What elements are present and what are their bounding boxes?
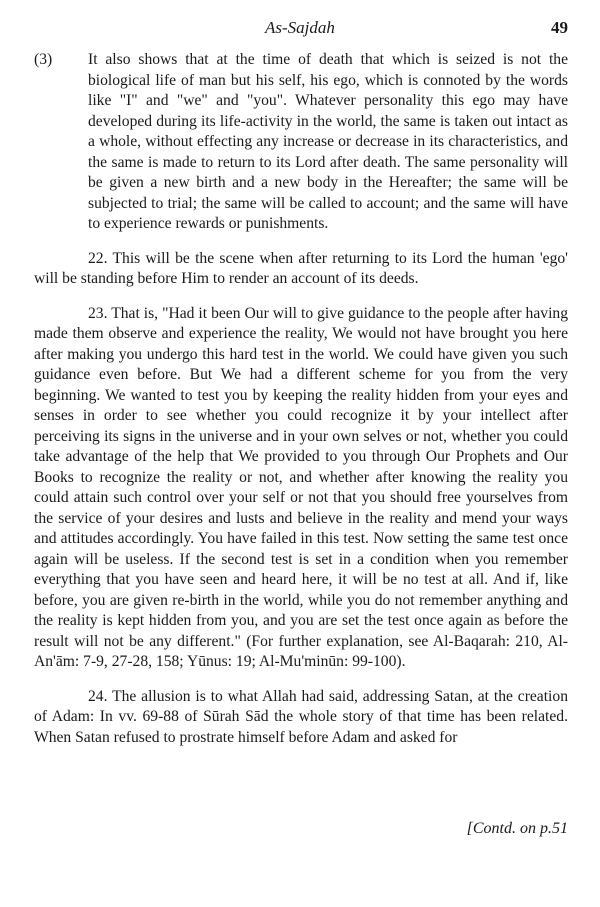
note-23: 23. That is, "Had it been Our will to give guidance to the people after having made them observe and experience the reality, We would not have brought you here after making you undergo this hard test in the world. We could have given you such guidance even before. But We had a different scheme for you from the very beginning. We wanted to test you by keeping the reality hidden from your eyes and senses in order to see whether you could recognize it by your intellect after perceiving its signs in the universe and in your own selves or not, whether you could take advantage of the help that We provided to you through Our Prophets and Our Books to recognize the reality or not, and whether after knowing the reality you could attain such control over your self or not that you should free yourselves from the service of your desires and lusts and believe in the reality and mend your ways and attitudes accordingly. You have failed in this test. Now setting the same test once again will be useless. If the second test is set in a condition when you remember everything that you have seen and heard here, it will be no test at all. And if, like before, you are given re-birth in the world, while you do not remember anything and the reality is kept hidden from you, and you are set the test once again as before the result will not be any different." (For further explanation, see Al-Baqarah: 210, Al-An'ām: 7-9, 27-28, 158; Yūnus: 19; Al-Mu'minūn: 99-100). xyxy=(34,304,568,670)
note-3-marker: (3) xyxy=(34,51,53,68)
commentary-notes xyxy=(34,50,568,748)
note-3-text: It also shows that at the time of death that which is seized is not the biological life of man but his self, his ego, which is connoted by the words like "I" and "we" and "you". Whatever personality this ego may have developed during its life-activity in the world, the same is taken out intact as a whole, without effecting any increase or decrease in its characteristics, and the same is made to return to its Lord after death. The same personality will be given a new birth and a new body in the Hereafter; the same will be subjected to trial; the same will be called to account; and the same will have to experience rewards or punishments. xyxy=(88,51,568,232)
note-24: 24. The allusion is to what Allah had said, addressing Satan, at the creation of Adam: In vv. 69-88 of Sūrah Sād the whole story of that time has been related. When Satan refused to prostrate himself before Adam and asked for xyxy=(34,687,568,746)
continued-notice: [Contd. on p.51 xyxy=(466,820,568,837)
running-head: As-Sajdah xyxy=(265,18,335,37)
note-3 xyxy=(34,50,568,235)
note-22: 22. This will be the scene when after returning to its Lord the human 'ego' will be standing before Him to render an account of its deeds. xyxy=(34,249,568,287)
page-number: 49 xyxy=(551,18,568,37)
